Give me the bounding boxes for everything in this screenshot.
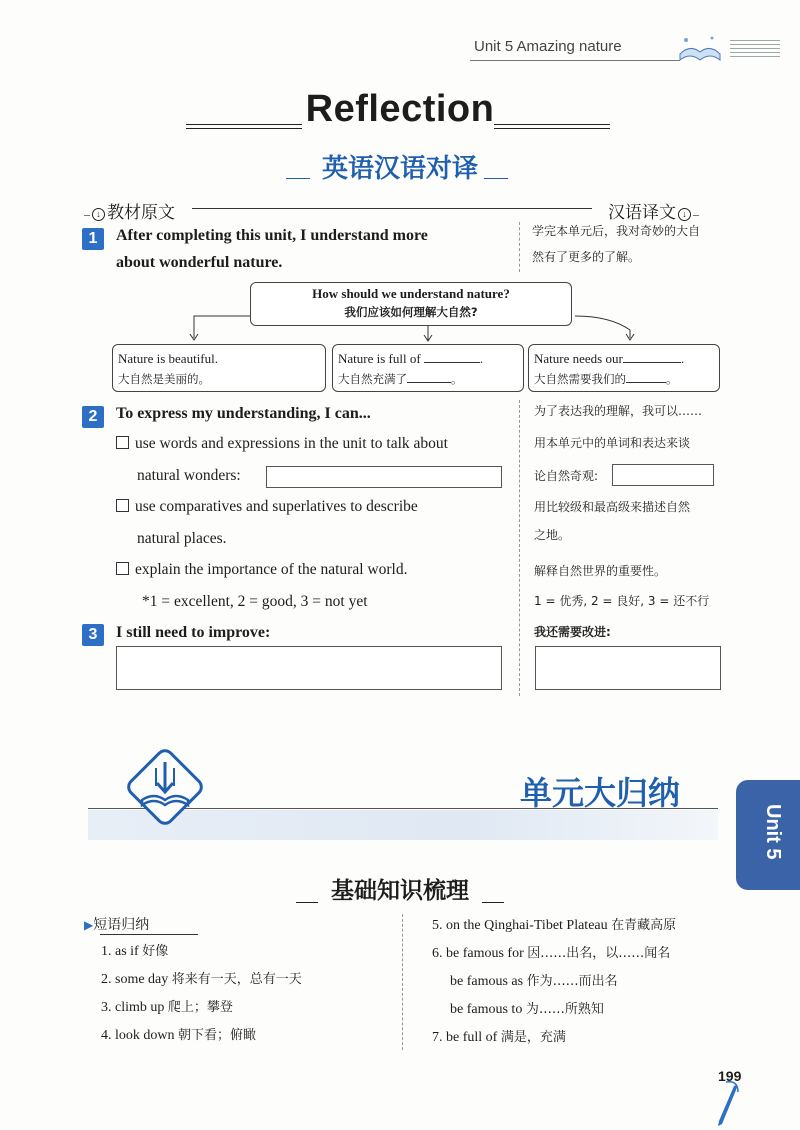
list-item: 3. climb up 爬上；攀登 (101, 1000, 233, 1015)
improve-textbox-zh[interactable] (535, 646, 721, 690)
answer-blank[interactable] (626, 382, 666, 383)
section-number-1: 1 (82, 228, 104, 250)
zh-item-2a: 用比较级和最高级来描述自然 (534, 500, 691, 514)
subtitle-rule-left (296, 902, 318, 903)
pen-icon (712, 1080, 740, 1128)
checklist-item-1-cont: natural wonders: (137, 467, 241, 484)
question-en: How should we understand nature? (312, 286, 510, 301)
diagram-node-beautiful: Nature is beautiful. 大自然是美丽的。 (112, 344, 326, 392)
diagram-node-needs-our: Nature needs our . 大自然需要我们的 。 (528, 344, 720, 392)
list-item: 4. look down 朝下看；俯瞰 (101, 1028, 257, 1043)
checklist-item-3: explain the importance of the natural world. (116, 554, 407, 585)
zh-item-1a: 用本单元中的单词和表达来谈 (534, 436, 691, 450)
column-divider-rule (192, 208, 592, 209)
header-stripes (730, 40, 780, 60)
subtitle-rule-right (484, 178, 508, 179)
list-item: be famous as 作为……而出名 (450, 974, 618, 989)
heading-underline (100, 934, 198, 935)
checklist-item-2-cont: natural places. (137, 530, 227, 547)
checklist-item-1: use words and expressions in the unit to talk about (116, 428, 448, 459)
section-subtitle: 英语汉语对译 (321, 154, 478, 184)
phrase-list-left (101, 938, 302, 1050)
unit-side-tab: Unit 5 (736, 780, 800, 890)
checkbox[interactable] (116, 562, 129, 575)
summary-title: 单元大归纳 (520, 774, 681, 812)
triangle-icon: ▶ (84, 918, 94, 932)
list-item: 6. be famous for 因……出名，以……闻名 (432, 946, 671, 961)
zh-item-2b: 之地。 (534, 528, 571, 542)
section2-heading: To express my understanding, I can... (116, 405, 371, 422)
down-arrow-icon: ↓ (678, 208, 691, 221)
list-item: 7. be full of 满是，充满 (432, 1030, 566, 1045)
section-number-2: 2 (82, 406, 104, 428)
running-header: Unit 5 Amazing nature (474, 38, 622, 55)
original-text-heading: – ↓ 教材原文 (84, 203, 175, 223)
zh-item-1b: 论自然奇观: (534, 469, 599, 483)
section2-zh-heading: 为了表达我的理解，我可以…… (534, 404, 703, 418)
list-item: be famous to 为……所熟知 (450, 1002, 604, 1017)
zh-item-3: 解释自然世界的重要性。 (534, 564, 667, 578)
list-item: 2. some day 将来有一天，总有一天 (101, 972, 302, 987)
improve-textbox[interactable] (116, 646, 502, 690)
answer-blank[interactable] (623, 362, 681, 363)
column-separator (402, 914, 403, 1050)
header-rule (470, 60, 680, 61)
diagram-node-full-of: Nature is full of . 大自然充满了 。 (332, 344, 524, 392)
page-title: Reflection (305, 88, 495, 130)
section3-zh-heading: 我还需要改进: (534, 625, 611, 639)
answer-box[interactable] (266, 466, 502, 488)
section-number-3: 3 (82, 624, 104, 646)
list-item: 5. on the Qinghai-Tibet Plateau 在青藏高原 (432, 918, 677, 933)
knowledge-subtitle: 基础知识梳理 (331, 878, 469, 904)
answer-blank[interactable] (424, 362, 480, 363)
rating-scale: *1 = excellent, 2 = good, 3 = not yet (142, 593, 368, 610)
checkbox[interactable] (116, 499, 129, 512)
answer-blank[interactable] (407, 382, 451, 383)
book-icon (676, 30, 724, 66)
checklist-item-2: use comparatives and superlatives to describe (116, 491, 418, 522)
answer-box-zh[interactable] (612, 464, 714, 486)
page-number: 199 (718, 1068, 742, 1084)
title-rule-left (186, 124, 302, 129)
phrases-heading: ▶短语归纳 (84, 917, 150, 933)
book-diamond-icon (120, 742, 210, 832)
translation-heading: 汉语译文 ↓ – (608, 203, 699, 223)
list-item: 1. as if 好像 (101, 944, 169, 959)
section1-zh-line1: 学完本单元后，我对奇妙的大自 (532, 224, 701, 238)
section1-en-line2: about wonderful nature. (116, 254, 283, 271)
question-zh: 我们应该如何理解大自然? (344, 305, 478, 319)
diagram-question-node (250, 282, 572, 326)
down-arrow-icon: ↓ (92, 208, 105, 221)
checkbox[interactable] (116, 436, 129, 449)
column-separator (519, 400, 520, 696)
title-rule-right (494, 124, 610, 129)
subtitle-rule-left (286, 178, 310, 179)
zh-rating: 1 = 优秀, 2 = 良好, 3 = 还不行 (534, 594, 710, 608)
section1-zh-line2: 然有了更多的了解。 (532, 250, 641, 264)
phrase-list-right (432, 912, 676, 1052)
subtitle-rule-right (482, 902, 504, 903)
section3-heading: I still need to improve: (116, 624, 271, 641)
section1-en-line1: After completing this unit, I understand more (116, 227, 428, 244)
column-separator (519, 222, 520, 272)
